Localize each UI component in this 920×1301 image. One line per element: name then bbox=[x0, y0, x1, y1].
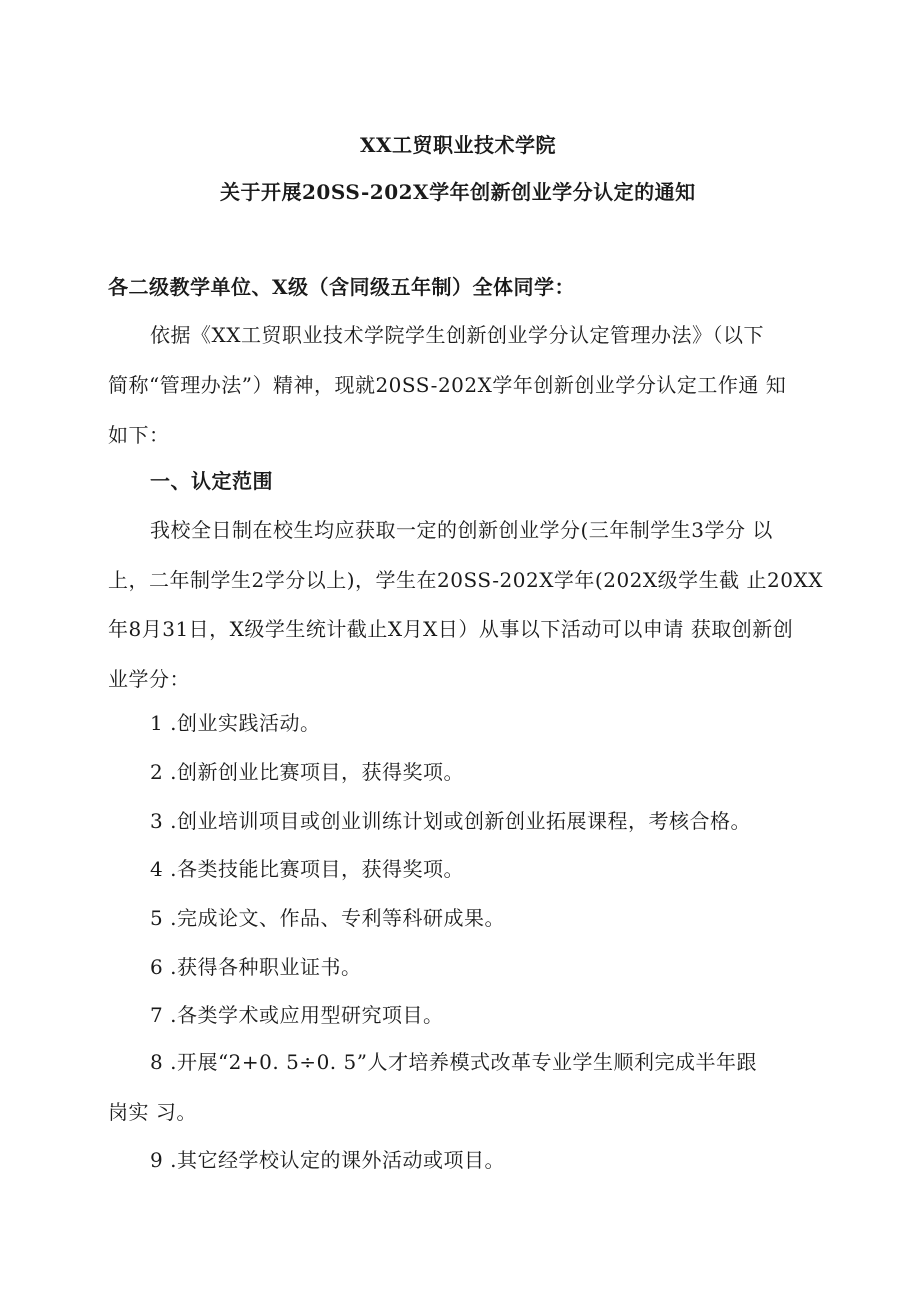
section1-body-line-4: 业学分： bbox=[108, 667, 190, 691]
list-item: 2 .创新创业比赛项目，获得奖项。 bbox=[150, 760, 464, 784]
document-title-line1: XX工贸职业技术学院 bbox=[360, 133, 557, 157]
intro-line-1: 依据《XX工贸职业技术学院学生创新创业学分认定管理办法》（以下 bbox=[150, 323, 764, 347]
list-item: 5 .完成论文、作品、专利等科研成果。 bbox=[150, 906, 505, 930]
salutation: 各二级教学单位、X级（含同级五年制）全体同学： bbox=[108, 275, 576, 299]
list-item: 6 .获得各种职业证书。 bbox=[150, 955, 362, 979]
section1-heading: 一、认定范围 bbox=[150, 469, 273, 493]
list-item: 3 .创业培训项目或创业训练计划或创新创业拓展课程，考核合格。 bbox=[150, 809, 751, 833]
intro-line-3: 如下： bbox=[108, 423, 170, 447]
section1-body-line-2: 上，二年制学生2学分以上)，学生在20SS-202X学年(202X级学生截 止20XX bbox=[108, 568, 823, 592]
document-title-line2: 关于开展20SS-202X学年创新创业学分认定的通知 bbox=[220, 180, 696, 204]
section1-body-line-1: 我校全日制在校生均应获取一定的创新创业学分(三年制学生3学分 以 bbox=[150, 518, 773, 542]
section1-body-line-3: 年8月31日，X级学生统计截止X月X日）从事以下活动可以申请 获取创新创 bbox=[108, 617, 794, 641]
list-item: 9 .其它经学校认定的课外活动或项目。 bbox=[150, 1148, 505, 1172]
list-item-continuation: 岗实 习。 bbox=[108, 1100, 197, 1124]
list-item: 8 .开展“2+0. 5÷0. 5”人才培养模式改革专业学生顺利完成半年跟 bbox=[150, 1050, 757, 1074]
list-item: 1 .创业实践活动。 bbox=[150, 711, 321, 735]
list-item: 7 .各类学术或应用型研究项目。 bbox=[150, 1003, 444, 1027]
list-item: 4 .各类技能比赛项目，获得奖项。 bbox=[150, 857, 464, 881]
intro-line-2: 简称“管理办法”）精神，现就20SS-202X学年创新创业学分认定工作通 知 bbox=[108, 373, 787, 397]
